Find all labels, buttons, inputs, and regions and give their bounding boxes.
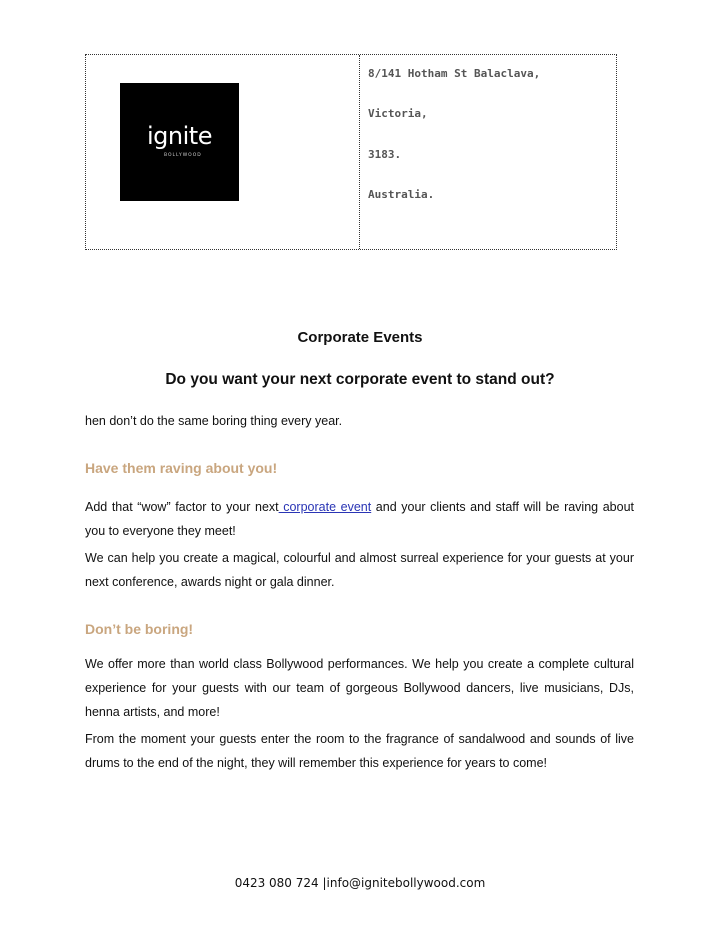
address-line-postcode: 3183. <box>368 148 402 161</box>
logo-cell <box>86 55 360 249</box>
paragraph-cultural-experience: We offer more than world class Bollywood performances. We help you create a complete cultural experience for your guests with our team of gorgeous Bollywood dancers, live musicians, DJs, henna artists, and more! <box>85 657 634 719</box>
corporate-event-link[interactable]: corporate event <box>278 500 372 514</box>
page-subtitle: Do you want your next corporate event to stand out? <box>165 371 555 388</box>
address-cell <box>360 55 616 249</box>
logo-subtitle: BOLLYWOOD <box>164 153 202 158</box>
address-line-street: 8/141 Hotham St Balaclava, <box>368 67 541 80</box>
page-title: Corporate Events <box>297 329 423 346</box>
footer-separator: | <box>322 876 327 890</box>
footer-contact <box>0 876 720 890</box>
section-heading-raving: Have them raving about you! <box>85 460 278 476</box>
address-line-state: Victoria, <box>368 107 428 120</box>
address-line-country: Australia. <box>368 188 435 201</box>
footer-email: info@ignitebollywood.com <box>326 876 486 890</box>
paragraph-magical-experience: We can help you create a magical, colourful and almost surreal experience for your guests at your next conference, awards night or gala dinner. <box>85 551 634 589</box>
logo-wordmark: ignite <box>147 122 212 150</box>
section-heading-boring: Don’t be boring! <box>85 621 194 637</box>
paragraph-wow-factor <box>85 495 634 543</box>
header-table <box>85 54 617 250</box>
ignite-bollywood-logo <box>120 83 239 201</box>
paragraph-remember-experience: From the moment your guests enter the room to the fragrance of sandalwood and sounds of live drums to the end of the night, they will remember this experience for years to come! <box>85 732 634 770</box>
paragraph-text: and your clients and staff will be raving about you to everyone they meet! <box>85 500 634 538</box>
paragraph-text: Add that “wow” factor to your next <box>85 500 279 514</box>
footer-phone: 0423 080 724 <box>234 876 323 890</box>
intro-paragraph: hen don’t do the same boring thing every year. <box>85 414 343 428</box>
